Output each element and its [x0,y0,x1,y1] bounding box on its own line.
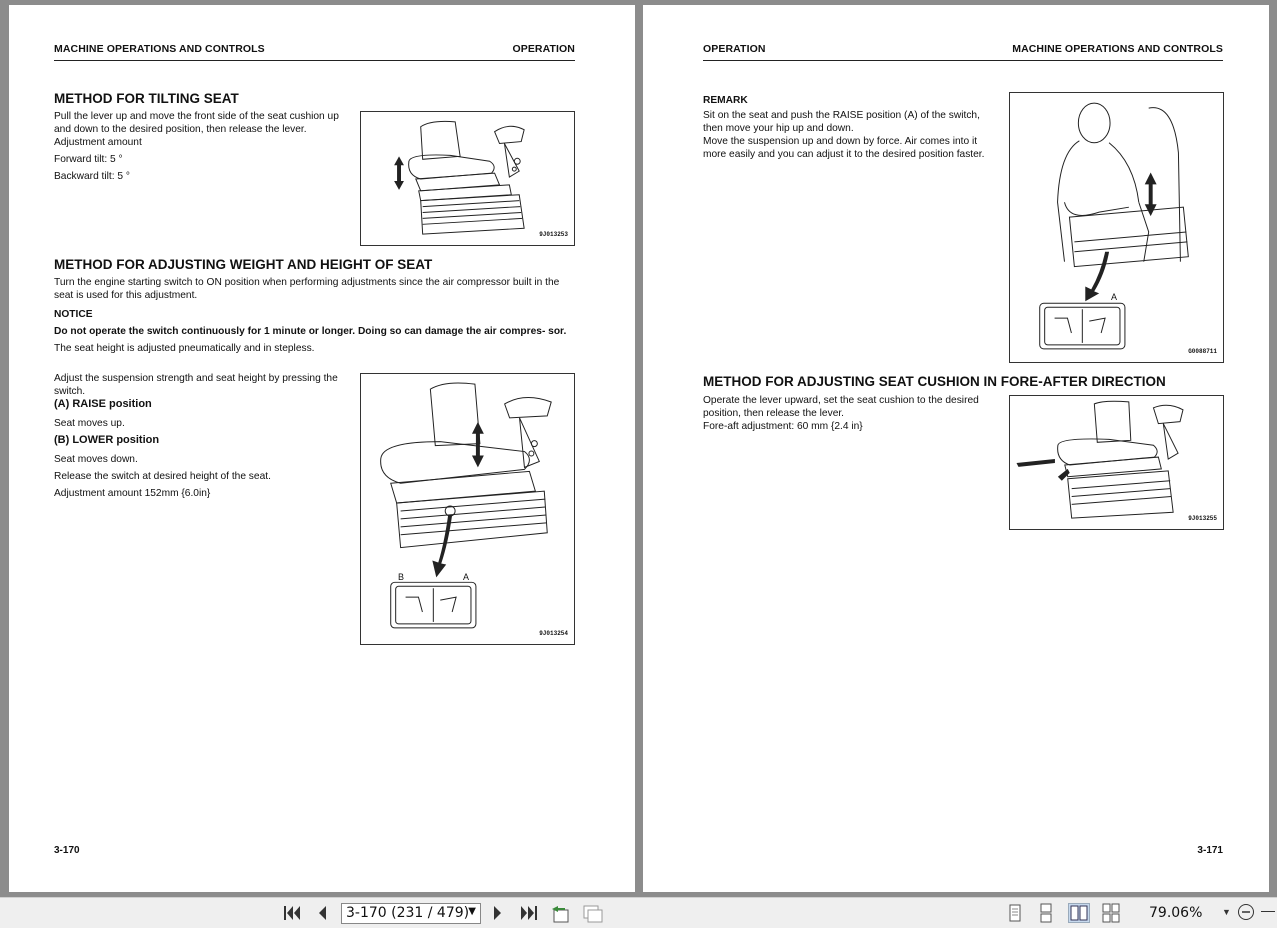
zoom-slider[interactable] [1261,911,1275,912]
paragraph: Backward tilt: 5 ° [54,171,130,182]
paragraph: Adjust the suspension strength and seat height by pressing the switch. [54,373,338,397]
header-right: OPERATION [512,43,575,55]
header-right: MACHINE OPERATIONS AND CONTROLS [1012,43,1223,55]
page-number: 3-171 [1197,845,1223,856]
page-header [703,43,1223,61]
paragraph: Move the suspension up and down by force. Air comes into it more easily and you can adjust it to the desired position faster. [703,136,985,160]
paragraph: Seat moves down. [54,454,138,465]
lower-label: (B) LOWER position [54,434,160,446]
last-page-icon[interactable] [520,905,538,925]
paragraph: Seat moves up. [54,418,125,429]
page-number: 3-170 [54,845,80,856]
continuous-view-icon[interactable] [1035,903,1057,923]
page-header [54,43,575,61]
paragraph: Turn the engine starting switch to ON position when performing adjustments since the air compressor built in the seat is used for this adjustment. [54,277,560,301]
document-page-right [643,5,1269,892]
notice-label: NOTICE [54,309,93,320]
paragraph: Release the switch at desired height of the seat. [54,471,271,482]
paragraph: Fore-aft adjustment: 60 mm {2.4 in} [703,421,863,432]
paragraph: Operate the lever upward, set the seat cushion to the desired position, then release the lever. [703,395,979,419]
zoom-dropdown-icon[interactable]: ▼ [1222,907,1231,917]
previous-page-icon[interactable] [316,905,328,925]
section-title-tilting-seat: METHOD FOR TILTING SEAT [54,91,239,106]
section-fore-aft-text [703,394,999,437]
page-number-select[interactable] [341,903,481,924]
figure-seat-fore-aft [1009,395,1224,530]
remark-block [703,94,999,165]
seat-tilt-illustration [361,112,574,245]
section-tilting-text [54,110,352,187]
figure-label-a: A [1111,292,1118,302]
zoom-out-icon[interactable] [1237,903,1255,925]
go-forward-view-icon[interactable] [582,905,604,927]
figure-id: 9J013253 [539,231,568,238]
figure-operator-seat [1009,92,1224,363]
section-title-fore-aft: METHOD FOR ADJUSTING SEAT CUSHION IN FORE-AFTER DIRECTION [703,374,1166,389]
paragraph: Adjustment amount [54,137,142,148]
figure-id: G0088711 [1188,348,1217,355]
document-page-left [9,5,635,892]
two-page-view-icon[interactable] [1068,903,1090,923]
next-page-icon[interactable] [492,905,504,925]
notice-text: Do not operate the switch continuously for 1 minute or longer. Doing so can damage the air compres- sor. [54,326,567,337]
section-weight-text [54,276,576,359]
figure-id: 9J013254 [539,630,568,637]
seat-height-illustration [361,374,574,644]
header-left: OPERATION [703,43,766,55]
section-title-weight-height: METHOD FOR ADJUSTING WEIGHT AND HEIGHT OF SEAT [54,257,433,272]
paragraph: Forward tilt: 5 ° [54,154,123,165]
two-page-continuous-view-icon[interactable] [1100,903,1122,923]
first-page-icon[interactable] [283,905,301,925]
section-weight-text-2 [54,372,354,504]
viewer-toolbar [0,897,1277,928]
figure-id: 9J013255 [1188,515,1217,522]
remark-label: REMARK [703,95,748,106]
seat-fore-aft-illustration [1010,396,1223,529]
paragraph: Adjustment amount 152mm {6.0in} [54,488,211,499]
paragraph: The seat height is adjusted pneumatically and in stepless. [54,343,315,354]
figure-seat-tilt [360,111,575,246]
raise-label: (A) RAISE position [54,398,152,410]
figure-seat-height [360,373,575,645]
paragraph: Sit on the seat and push the RAISE position (A) of the switch, then move your hip up and down. [703,110,980,134]
header-left: MACHINE OPERATIONS AND CONTROLS [54,43,265,55]
page-number-value: 3-170 (231 / 479) [346,905,470,921]
chevron-down-icon: ▼ [468,906,476,917]
zoom-level[interactable]: 79.06% [1149,905,1203,921]
paragraph: Pull the lever up and move the front side of the seat cushion up and down to the desired position, then release the lever. [54,111,339,135]
single-page-view-icon[interactable] [1004,903,1026,923]
figure-label-b: B [398,572,405,582]
go-back-view-icon[interactable] [550,905,572,927]
operator-seat-illustration [1010,93,1223,362]
figure-label-a: A [463,572,470,582]
